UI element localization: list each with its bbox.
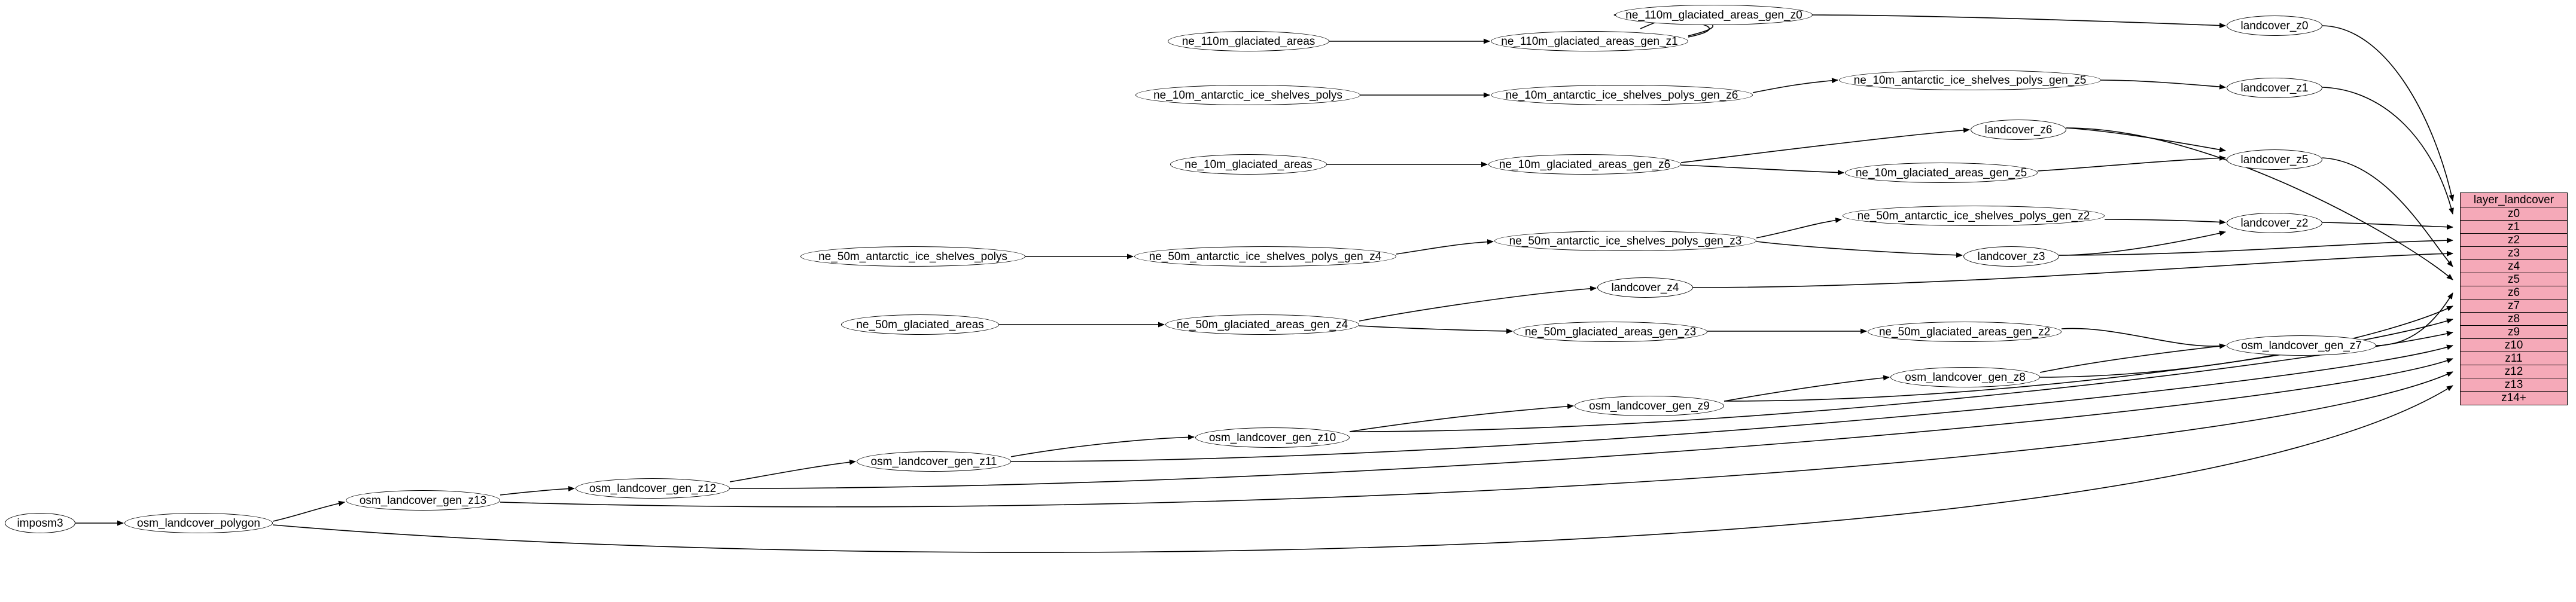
node-osm-landcover-gen-z7[interactable]	[2227, 335, 2376, 356]
layer-landcover-title: layer_landcover	[2461, 193, 2567, 207]
node-label: landcover_z0	[2240, 19, 2309, 32]
node-ne-110m-glaciated-areas[interactable]	[1168, 31, 1329, 51]
zoom-row-z13[interactable]: z13	[2461, 378, 2567, 392]
node-label: ne_50m_antarctic_ice_shelves_polys_gen_z3	[1509, 234, 1742, 247]
node-label: ne_10m_antarctic_ice_shelves_polys_gen_z6	[1505, 88, 1738, 102]
node-ne-50m-glaciated-areas-gen-z3[interactable]	[1514, 322, 1707, 342]
node-ne-50m-glaciated-areas[interactable]	[841, 314, 999, 335]
node-label: landcover_z3	[1977, 250, 2045, 263]
zoom-row-z12[interactable]: z12	[2461, 365, 2567, 378]
node-label: osm_landcover_polygon	[137, 517, 260, 530]
node-label: osm_landcover_gen_z7	[2241, 339, 2362, 352]
zoom-row-z6[interactable]: z6	[2461, 286, 2567, 300]
node-label: osm_landcover_gen_z11	[870, 455, 997, 468]
zoom-row-z0[interactable]: z0	[2461, 207, 2567, 221]
node-label: landcover_z1	[2240, 81, 2309, 94]
node-landcover-z1[interactable]	[2227, 78, 2322, 98]
zoom-row-z10[interactable]: z10	[2461, 339, 2567, 352]
node-label: ne_110m_glaciated_areas_gen_z0	[1625, 8, 1802, 22]
node-label: ne_50m_antarctic_ice_shelves_polys	[818, 250, 1007, 263]
node-label: ne_10m_glaciated_areas_gen_z5	[1855, 166, 2027, 179]
node-label: ne_50m_antarctic_ice_shelves_polys_gen_z2	[1857, 209, 2090, 222]
zoom-row-z1[interactable]: z1	[2461, 221, 2567, 234]
node-landcover-z2[interactable]	[2227, 213, 2322, 233]
node-ne-10m-antarctic-ice-shelves-polys-gen-z6[interactable]	[1491, 85, 1753, 105]
node-landcover-z0[interactable]	[2227, 16, 2322, 36]
node-osm-landcover-gen-z13[interactable]	[346, 490, 500, 511]
node-label: ne_110m_glaciated_areas_gen_z1	[1501, 35, 1678, 48]
node-ne-50m-antarctic-ice-shelves-polys-gen-z3[interactable]	[1494, 231, 1756, 251]
node-ne-110m-glaciated-areas-gen-z0[interactable]	[1615, 5, 1813, 25]
node-ne-10m-antarctic-ice-shelves-polys-gen-z5[interactable]	[1839, 70, 2101, 90]
node-label: imposm3	[17, 517, 63, 530]
zoom-row-z5[interactable]: z5	[2461, 273, 2567, 286]
node-label: ne_10m_glaciated_areas	[1185, 158, 1313, 171]
zoom-row-z11[interactable]: z11	[2461, 352, 2567, 365]
node-ne-50m-antarctic-ice-shelves-polys[interactable]	[800, 246, 1025, 267]
node-landcover-z5[interactable]	[2227, 149, 2322, 170]
zoom-row-z2[interactable]: z2	[2461, 234, 2567, 247]
node-osm-landcover-gen-z10[interactable]	[1195, 427, 1350, 448]
node-label: osm_landcover_gen_z13	[359, 494, 487, 507]
node-osm-landcover-gen-z9[interactable]	[1575, 396, 1724, 416]
node-imposm3[interactable]	[5, 513, 75, 533]
node-ne-50m-glaciated-areas-gen-z4[interactable]	[1165, 314, 1359, 335]
node-ne-10m-antarctic-ice-shelves-polys[interactable]	[1135, 85, 1360, 105]
node-label: osm_landcover_gen_z8	[1905, 371, 2026, 384]
zoom-row-z8[interactable]: z8	[2461, 313, 2567, 326]
node-osm-landcover-gen-z11[interactable]	[857, 451, 1011, 472]
node-label: osm_landcover_gen_z9	[1589, 399, 1710, 412]
layer-landcover-table[interactable]	[2460, 192, 2568, 405]
node-ne-50m-glaciated-areas-gen-z2[interactable]	[1868, 322, 2062, 342]
node-ne-50m-antarctic-ice-shelves-polys-gen-z2[interactable]	[1843, 206, 2105, 226]
node-landcover-z3[interactable]	[1963, 246, 2059, 267]
node-ne-10m-glaciated-areas-gen-z6[interactable]	[1488, 154, 1681, 175]
node-label: ne_50m_glaciated_areas	[856, 318, 984, 331]
node-label: ne_10m_antarctic_ice_shelves_polys	[1153, 88, 1342, 102]
zoom-row-z3[interactable]: z3	[2461, 247, 2567, 260]
node-label: landcover_z6	[1984, 123, 2053, 136]
node-ne-10m-glaciated-areas[interactable]	[1170, 154, 1327, 175]
node-label: osm_landcover_gen_z10	[1208, 431, 1336, 444]
node-label: landcover_z4	[1611, 281, 1679, 294]
node-label: landcover_z5	[2240, 153, 2309, 166]
node-label: ne_10m_antarctic_ice_shelves_polys_gen_z5	[1853, 74, 2087, 87]
node-label: ne_50m_glaciated_areas_gen_z3	[1524, 325, 1697, 338]
node-label: ne_50m_glaciated_areas_gen_z2	[1878, 325, 2051, 338]
zoom-row-z14plus[interactable]: z14+	[2461, 392, 2567, 405]
zoom-row-z4[interactable]: z4	[2461, 260, 2567, 273]
node-landcover-z6[interactable]	[1971, 120, 2066, 140]
node-label: ne_110m_glaciated_areas	[1182, 35, 1316, 48]
node-landcover-z4[interactable]	[1597, 277, 1693, 298]
node-label: osm_landcover_gen_z12	[589, 482, 717, 495]
node-ne-10m-glaciated-areas-gen-z5[interactable]	[1845, 163, 2038, 183]
zoom-row-z7[interactable]: z7	[2461, 300, 2567, 313]
node-osm-landcover-polygon[interactable]	[124, 513, 273, 533]
node-label: landcover_z2	[2240, 216, 2309, 230]
node-ne-110m-glaciated-areas-gen-z1[interactable]	[1491, 31, 1688, 51]
zoom-row-z9[interactable]: z9	[2461, 326, 2567, 339]
node-label: ne_50m_antarctic_ice_shelves_polys_gen_z4	[1149, 250, 1382, 263]
node-label: ne_50m_glaciated_areas_gen_z4	[1176, 318, 1348, 331]
node-osm-landcover-gen-z12[interactable]	[576, 478, 730, 499]
node-osm-landcover-gen-z8[interactable]	[1890, 367, 2040, 387]
node-label: ne_10m_glaciated_areas_gen_z6	[1499, 158, 1671, 171]
node-ne-50m-antarctic-ice-shelves-polys-gen-z4[interactable]	[1134, 246, 1396, 267]
